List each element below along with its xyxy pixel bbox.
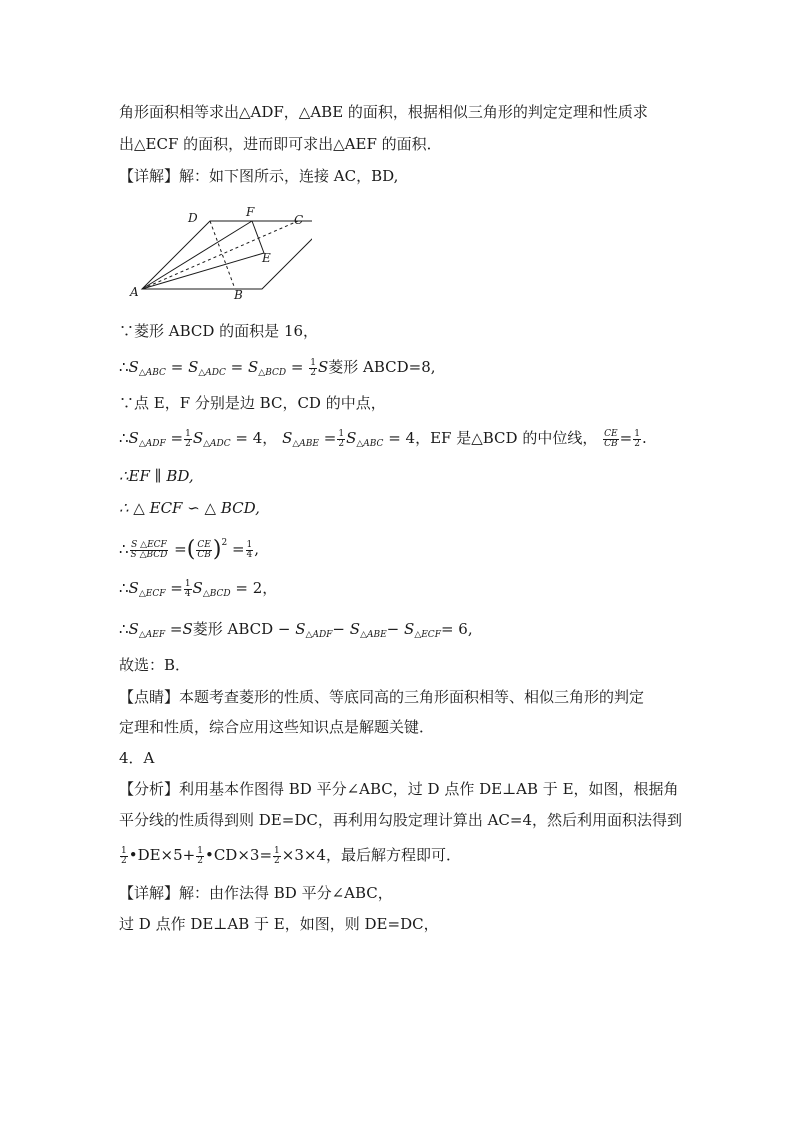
diagonal-bd [210,221,235,289]
equation-line: $\therefore S_{\triangle ABC} = S_{\triangle ADC} = S_{\triangle BCD}$ = $\frac{1}{2}$ S菱形 ABCD=8, [119,357,436,378]
equation-line: ∴ $\frac{\text{S △ECF}}{\text{S △BCD}}$ =( $\frac{CE}{CB}$ )$^2$ = $\frac{1}{4}$ , [119,537,260,562]
line-af [142,221,252,289]
text-line: 【详解】解：由作法得 BD 平分∠ABC， [119,884,393,902]
text-line: ∵点 E，F 分别是边 BC，CD 的中点， [119,394,386,412]
label-b: B [234,288,243,300]
text-line: 【点睛】本题考查菱形的性质、等底同高的三角形面积相等、相似三角形的判定 [119,688,645,706]
question-number: 4．A [119,749,155,767]
label-e: E [262,251,271,265]
text-line: 【分析】利用基本作图得 BD 平分∠ABC，过 D 点作 DE⊥AB 于 E，如图，根据角 [119,780,679,798]
label-f: F [246,205,255,219]
text-line: 定理和性质，综合应用这些知识点是解题关键． [119,718,435,736]
equation-line: $\therefore S_{\triangle ADF}$ = $\frac{1}{2}$ $S_{\triangle ADC} = 4$， $S_{\triangle ABE}$ = $\frac{1}{2}$ $S_{\triangle ABC} = 4$，EF 是△BCD 的中位线， $\frac{CE}{CB}$ = $\frac{1}{2}$ . [119,428,647,449]
text-line: 故选：B． [119,656,191,674]
rhombus-outline [142,221,312,289]
equation-line: $\therefore S_{\triangle AEF} =S$菱形 ABCD − $S_{\triangle ADF}- S_{\triangle ABE}- S_{\triangle ECF}= 6$, [119,620,473,640]
label-d: D [188,211,198,225]
text-line: 角形面积相等求出△ADF，△ABE 的面积，根据相似三角形的判定定理和性质求 [119,103,648,121]
line-ef [252,221,264,253]
text-line: 【详解】解：如下图所示，连接 AC，BD, [119,167,399,185]
equation-line: $\therefore S_{\triangle ECF}$ = $\frac{1}{4}$ $S_{\triangle BCD} = 2$， [119,578,278,599]
text-line: 出△ECF 的面积，进而即可求出△AEF 的面积． [119,135,442,153]
text-line: 平分线的性质得到则 DE=DC，再利用勾股定理计算出 AC=4，然后利用面积法得到 [119,811,683,829]
equation-line: ∴ △ ECF ∽ △ BCD, [119,499,260,517]
rhombus-figure [122,200,312,300]
text-line: 过 D 点作 DE⊥AB 于 E，如图，则 DE=DC， [119,915,439,933]
label-c: C [294,213,304,227]
equation-line: ∴EF ∥ BD, [119,467,194,485]
fraction: $\frac{1}{2}$ [310,357,316,378]
diagonal-ac [142,221,298,289]
equation-line: $\frac{1}{2}$ •DE×5+ $\frac{1}{2}$ •CD×3= $\frac{1}{2}$ ×3×4，最后解方程即可． [121,845,461,866]
text-line: ∵菱形 ABCD 的面积是 16， [119,322,319,340]
label-a: A [130,285,139,299]
